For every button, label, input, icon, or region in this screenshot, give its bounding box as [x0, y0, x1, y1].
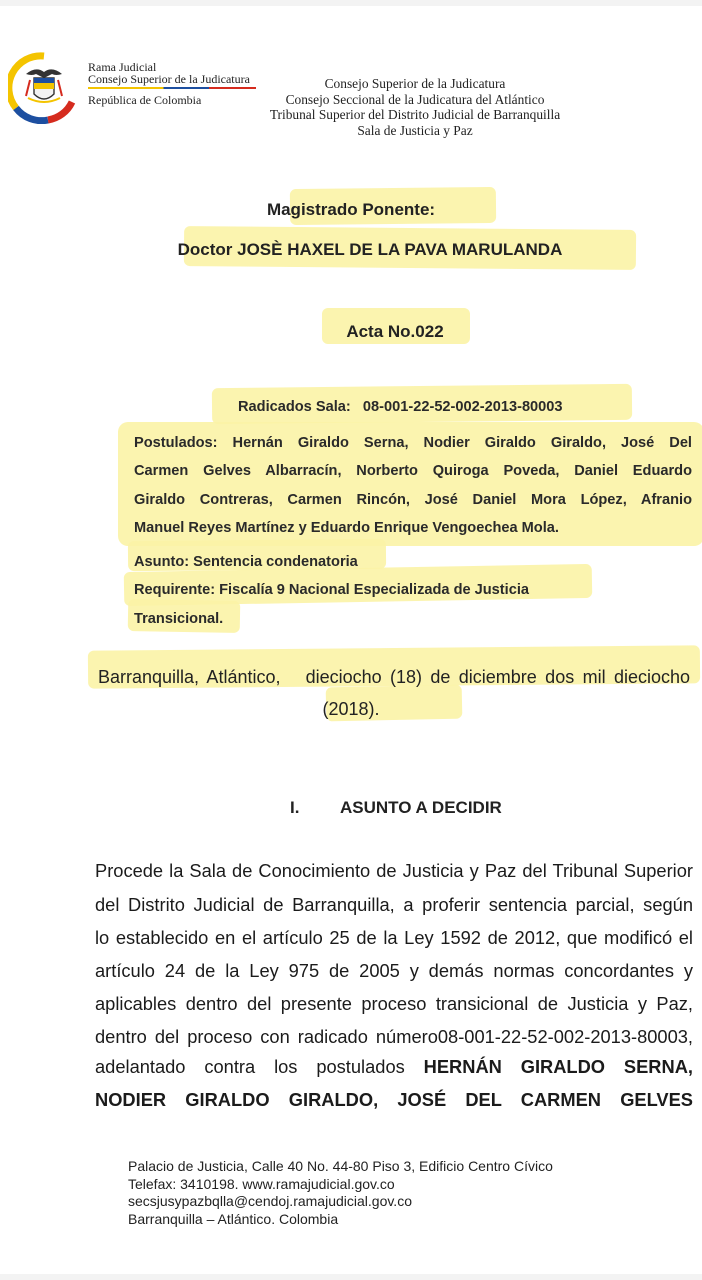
radicados-label: Radicados Sala:	[238, 399, 351, 415]
body-line: lo establecido en el artículo 25 de la Ley 1592 de 2012, que modificó el	[95, 927, 693, 948]
footer-address	[128, 1158, 553, 1228]
body-line: dentro del proceso con radicado número08-001-22-52-002-2013-80003,	[95, 1026, 693, 1047]
body-bold-text: HERNÁN GIRALDO SERNA,	[423, 1056, 693, 1077]
postulados-line: Manuel Reyes Martínez y Eduardo Enrique Vengoechea Mola.	[134, 520, 559, 536]
divider-line	[88, 87, 256, 89]
footer-line: secsjusypazbqlla@cendoj.ramajudicial.gov.co	[128, 1193, 412, 1209]
magistrado-name: Doctor JOSÈ HAXEL DE LA PAVA MARULANDA	[177, 240, 563, 259]
magistrado-label: Magistrado Ponente:	[266, 200, 436, 219]
date-line: (2018).	[322, 699, 380, 719]
asunto-line: Asunto: Sentencia condenatoria	[134, 554, 358, 570]
institution-line: Sala de Justicia y Paz	[357, 122, 473, 138]
rama-line: Consejo Superior de la Judicatura	[88, 72, 250, 86]
body-line	[95, 1057, 693, 1077]
institution-line: Tribunal Superior del Distrito Judicial de Barranquilla	[269, 107, 561, 122]
footer-line: Barranquilla – Atlántico. Colombia	[128, 1210, 339, 1227]
rama-line: Rama Judicial	[88, 60, 157, 74]
requirente-line: Requirente: Fiscalía 9 Nacional Especializada de Justicia	[134, 582, 530, 598]
institution-line: Consejo Seccional de la Judicatura del Atlántico	[285, 91, 545, 107]
body-line: del Distrito Judicial de Barranquilla, a proferir sentencia parcial, según	[95, 894, 693, 915]
body-line: Procede la Sala de Conocimiento de Justicia y Paz del Tribunal Superior	[95, 860, 693, 881]
footer-line: Palacio de Justicia, Calle 40 No. 44-80 Piso 3, Edificio Centro Cívico	[128, 1158, 553, 1174]
institution-line: Consejo Superior de la Judicatura	[324, 76, 506, 91]
postulados-line: Carmen Gelves Albarracín, Norberto Quiroga Poveda, Daniel Eduardo	[134, 463, 692, 479]
body-line: artículo 24 de la Ley 975 de 2005 y demás normas concordantes y	[95, 960, 693, 981]
acta-number: Acta No.022	[346, 322, 444, 341]
document-page	[0, 6, 702, 1274]
section-number: I.	[290, 798, 300, 817]
postulados-line: Postulados: Hernán Giraldo Serna, Nodier Giraldo Giraldo, José Del	[134, 435, 692, 451]
requirente-line: Transicional.	[134, 611, 224, 627]
institution-header	[250, 76, 580, 138]
body-line: NODIER GIRALDO GIRALDO, JOSÉ DEL CARMEN GELVES	[95, 1089, 693, 1110]
rama-line: República de Colombia	[88, 93, 202, 107]
footer-line: Telefax: 3410198. www.ramajudicial.gov.co	[128, 1175, 395, 1192]
date-line: Barranquilla, Atlántico, dieciocho (18) de diciembre dos mil dieciocho	[98, 667, 690, 687]
radicados-line	[238, 399, 563, 415]
section-title: ASUNTO A DECIDIR	[340, 798, 502, 817]
colombia-coat-of-arms-icon	[8, 52, 80, 124]
radicados-value: 08-001-22-52-002-2013-80003	[362, 399, 563, 415]
body-text: adelantado contra los postulados	[95, 1056, 424, 1077]
postulados-line: Giraldo Contreras, Carmen Rincón, José Daniel Mora López, Afranio	[134, 492, 692, 508]
body-line: aplicables dentro del presente proceso transicional de Justicia y Paz,	[95, 993, 693, 1014]
